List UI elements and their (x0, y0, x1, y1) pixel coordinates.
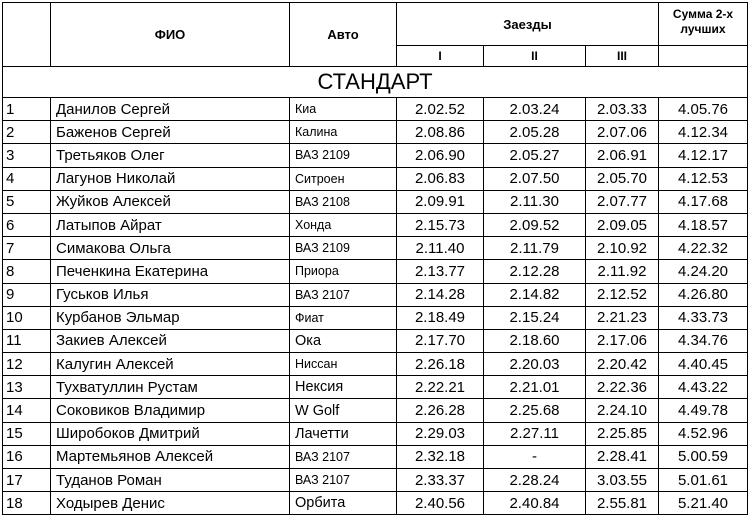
place-cell: 6 (3, 213, 51, 236)
sum-cell: 4.05.76 (659, 98, 748, 121)
race3-cell: 2.12.52 (586, 283, 659, 306)
race2-cell: 2.05.27 (484, 144, 586, 167)
race1-cell: 2.13.77 (397, 260, 484, 283)
name-cell: Закиев Алексей (51, 329, 290, 352)
race1-cell: 2.06.90 (397, 144, 484, 167)
name-cell: Данилов Сергей (51, 98, 290, 121)
sum-cell: 4.12.34 (659, 121, 748, 144)
sum-cell: 4.34.76 (659, 329, 748, 352)
place-cell: 2 (3, 121, 51, 144)
race1-cell: 2.06.83 (397, 167, 484, 190)
name-cell: Гуськов Илья (51, 283, 290, 306)
sum-cell: 5.01.61 (659, 469, 748, 492)
race1-cell: 2.18.49 (397, 306, 484, 329)
sum-cell: 4.33.73 (659, 306, 748, 329)
name-cell: Широбоков Дмитрий (51, 422, 290, 445)
place-cell: 17 (3, 469, 51, 492)
race3-cell: 2.17.06 (586, 329, 659, 352)
name-cell: Туданов Роман (51, 469, 290, 492)
place-cell: 9 (3, 283, 51, 306)
sum-cell: 4.43.22 (659, 376, 748, 399)
table-row (3, 445, 748, 468)
name-cell: Баженов Сергей (51, 121, 290, 144)
race2-cell: 2.11.79 (484, 237, 586, 260)
place-cell: 8 (3, 260, 51, 283)
race2-cell: - (484, 445, 586, 468)
table-row (3, 283, 748, 306)
header-num-cell (3, 3, 51, 67)
race2-cell: 2.14.82 (484, 283, 586, 306)
car-cell: ВАЗ 2108 (290, 190, 397, 213)
race1-cell: 2.09.91 (397, 190, 484, 213)
sum-cell: 4.12.17 (659, 144, 748, 167)
place-cell: 12 (3, 353, 51, 376)
table-row (3, 329, 748, 352)
header-auto: Авто (290, 3, 397, 67)
table-row (3, 492, 748, 515)
table-row (3, 260, 748, 283)
name-cell: Тухватуллин Рустам (51, 376, 290, 399)
table-row (3, 167, 748, 190)
place-cell: 10 (3, 306, 51, 329)
race2-cell: 2.07.50 (484, 167, 586, 190)
car-cell: ВАЗ 2109 (290, 237, 397, 260)
sum-cell: 4.17.68 (659, 190, 748, 213)
race2-cell: 2.03.24 (484, 98, 586, 121)
race1-cell: 2.32.18 (397, 445, 484, 468)
sum-cell: 4.24.20 (659, 260, 748, 283)
table-row (3, 190, 748, 213)
race3-cell: 2.55.81 (586, 492, 659, 515)
sum-cell: 4.49.78 (659, 399, 748, 422)
name-cell: Курбанов Эльмар (51, 306, 290, 329)
name-cell: Печенкина Екатерина (51, 260, 290, 283)
race3-cell: 2.06.91 (586, 144, 659, 167)
race2-cell: 2.21.01 (484, 376, 586, 399)
race3-cell: 3.03.55 (586, 469, 659, 492)
name-cell: Калугин Алексей (51, 353, 290, 376)
car-cell: Киа (290, 98, 397, 121)
place-cell: 13 (3, 376, 51, 399)
race1-cell: 2.14.28 (397, 283, 484, 306)
name-cell: Третьяков Олег (51, 144, 290, 167)
table-row (3, 213, 748, 236)
race2-cell: 2.28.24 (484, 469, 586, 492)
race1-cell: 2.22.21 (397, 376, 484, 399)
name-cell: Лагунов Николай (51, 167, 290, 190)
race1-cell: 2.15.73 (397, 213, 484, 236)
table-row (3, 306, 748, 329)
race1-cell: 2.02.52 (397, 98, 484, 121)
car-cell: Ниссан (290, 353, 397, 376)
race3-cell: 2.22.36 (586, 376, 659, 399)
header-race-3: III (586, 46, 659, 67)
place-cell: 16 (3, 445, 51, 468)
race3-cell: 2.28.41 (586, 445, 659, 468)
name-cell: Симакова Ольга (51, 237, 290, 260)
race2-cell: 2.05.28 (484, 121, 586, 144)
car-cell: ВАЗ 2107 (290, 283, 397, 306)
table-row (3, 144, 748, 167)
race3-cell: 2.21.23 (586, 306, 659, 329)
race1-cell: 2.26.18 (397, 353, 484, 376)
section-row (3, 67, 748, 98)
car-cell: ВАЗ 2107 (290, 469, 397, 492)
table-row (3, 121, 748, 144)
race1-cell: 2.40.56 (397, 492, 484, 515)
race1-cell: 2.11.40 (397, 237, 484, 260)
race3-cell: 2.20.42 (586, 353, 659, 376)
table-row (3, 353, 748, 376)
race2-cell: 2.12.28 (484, 260, 586, 283)
car-cell: Калина (290, 121, 397, 144)
sum-cell: 4.40.45 (659, 353, 748, 376)
car-cell: Приора (290, 260, 397, 283)
race2-cell: 2.09.52 (484, 213, 586, 236)
race3-cell: 2.07.77 (586, 190, 659, 213)
race2-cell: 2.18.60 (484, 329, 586, 352)
race3-cell: 2.24.10 (586, 399, 659, 422)
sum-cell: 4.52.96 (659, 422, 748, 445)
sum-cell: 4.18.57 (659, 213, 748, 236)
car-cell: ВАЗ 2107 (290, 445, 397, 468)
race1-cell: 2.17.70 (397, 329, 484, 352)
table-row (3, 376, 748, 399)
header-races: Заезды (397, 3, 659, 46)
race3-cell: 2.07.06 (586, 121, 659, 144)
car-cell: Нексия (290, 376, 397, 399)
table-row (3, 399, 748, 422)
race2-cell: 2.20.03 (484, 353, 586, 376)
sum-cell: 4.12.53 (659, 167, 748, 190)
race3-cell: 2.09.05 (586, 213, 659, 236)
race1-cell: 2.29.03 (397, 422, 484, 445)
race3-cell: 2.10.92 (586, 237, 659, 260)
place-cell: 4 (3, 167, 51, 190)
name-cell: Жуйков Алексей (51, 190, 290, 213)
header-race-2: II (484, 46, 586, 67)
race2-cell: 2.40.84 (484, 492, 586, 515)
place-cell: 11 (3, 329, 51, 352)
header-sum-empty (659, 46, 748, 67)
race3-cell: 2.25.85 (586, 422, 659, 445)
race1-cell: 2.26.28 (397, 399, 484, 422)
car-cell: W Golf (290, 399, 397, 422)
place-cell: 15 (3, 422, 51, 445)
table-row (3, 237, 748, 260)
table-row (3, 98, 748, 121)
place-cell: 18 (3, 492, 51, 515)
race3-cell: 2.03.33 (586, 98, 659, 121)
car-cell: Хонда (290, 213, 397, 236)
name-cell: Ходырев Денис (51, 492, 290, 515)
table-row (3, 469, 748, 492)
header-sum: Сумма 2-х лучших (659, 3, 748, 46)
place-cell: 5 (3, 190, 51, 213)
sum-cell: 4.26.80 (659, 283, 748, 306)
header-fio: ФИО (51, 3, 290, 67)
car-cell: Орбита (290, 492, 397, 515)
car-cell: Ситроен (290, 167, 397, 190)
race3-cell: 2.05.70 (586, 167, 659, 190)
race2-cell: 2.25.68 (484, 399, 586, 422)
sum-cell: 5.00.59 (659, 445, 748, 468)
table-row (3, 422, 748, 445)
place-cell: 1 (3, 98, 51, 121)
header-race-1: I (397, 46, 484, 67)
sum-cell: 4.22.32 (659, 237, 748, 260)
header-row (3, 3, 748, 46)
sum-cell: 5.21.40 (659, 492, 748, 515)
car-cell: Фиат (290, 306, 397, 329)
race3-cell: 2.11.92 (586, 260, 659, 283)
race1-cell: 2.33.37 (397, 469, 484, 492)
car-cell: Лачетти (290, 422, 397, 445)
race1-cell: 2.08.86 (397, 121, 484, 144)
race2-cell: 2.11.30 (484, 190, 586, 213)
place-cell: 7 (3, 237, 51, 260)
place-cell: 3 (3, 144, 51, 167)
name-cell: Латыпов Айрат (51, 213, 290, 236)
section-title: СТАНДАРТ (3, 67, 748, 98)
car-cell: Ока (290, 329, 397, 352)
car-cell: ВАЗ 2109 (290, 144, 397, 167)
name-cell: Мартемьянов Алексей (51, 445, 290, 468)
results-table (2, 2, 748, 515)
race2-cell: 2.27.11 (484, 422, 586, 445)
name-cell: Соковиков Владимир (51, 399, 290, 422)
race2-cell: 2.15.24 (484, 306, 586, 329)
place-cell: 14 (3, 399, 51, 422)
